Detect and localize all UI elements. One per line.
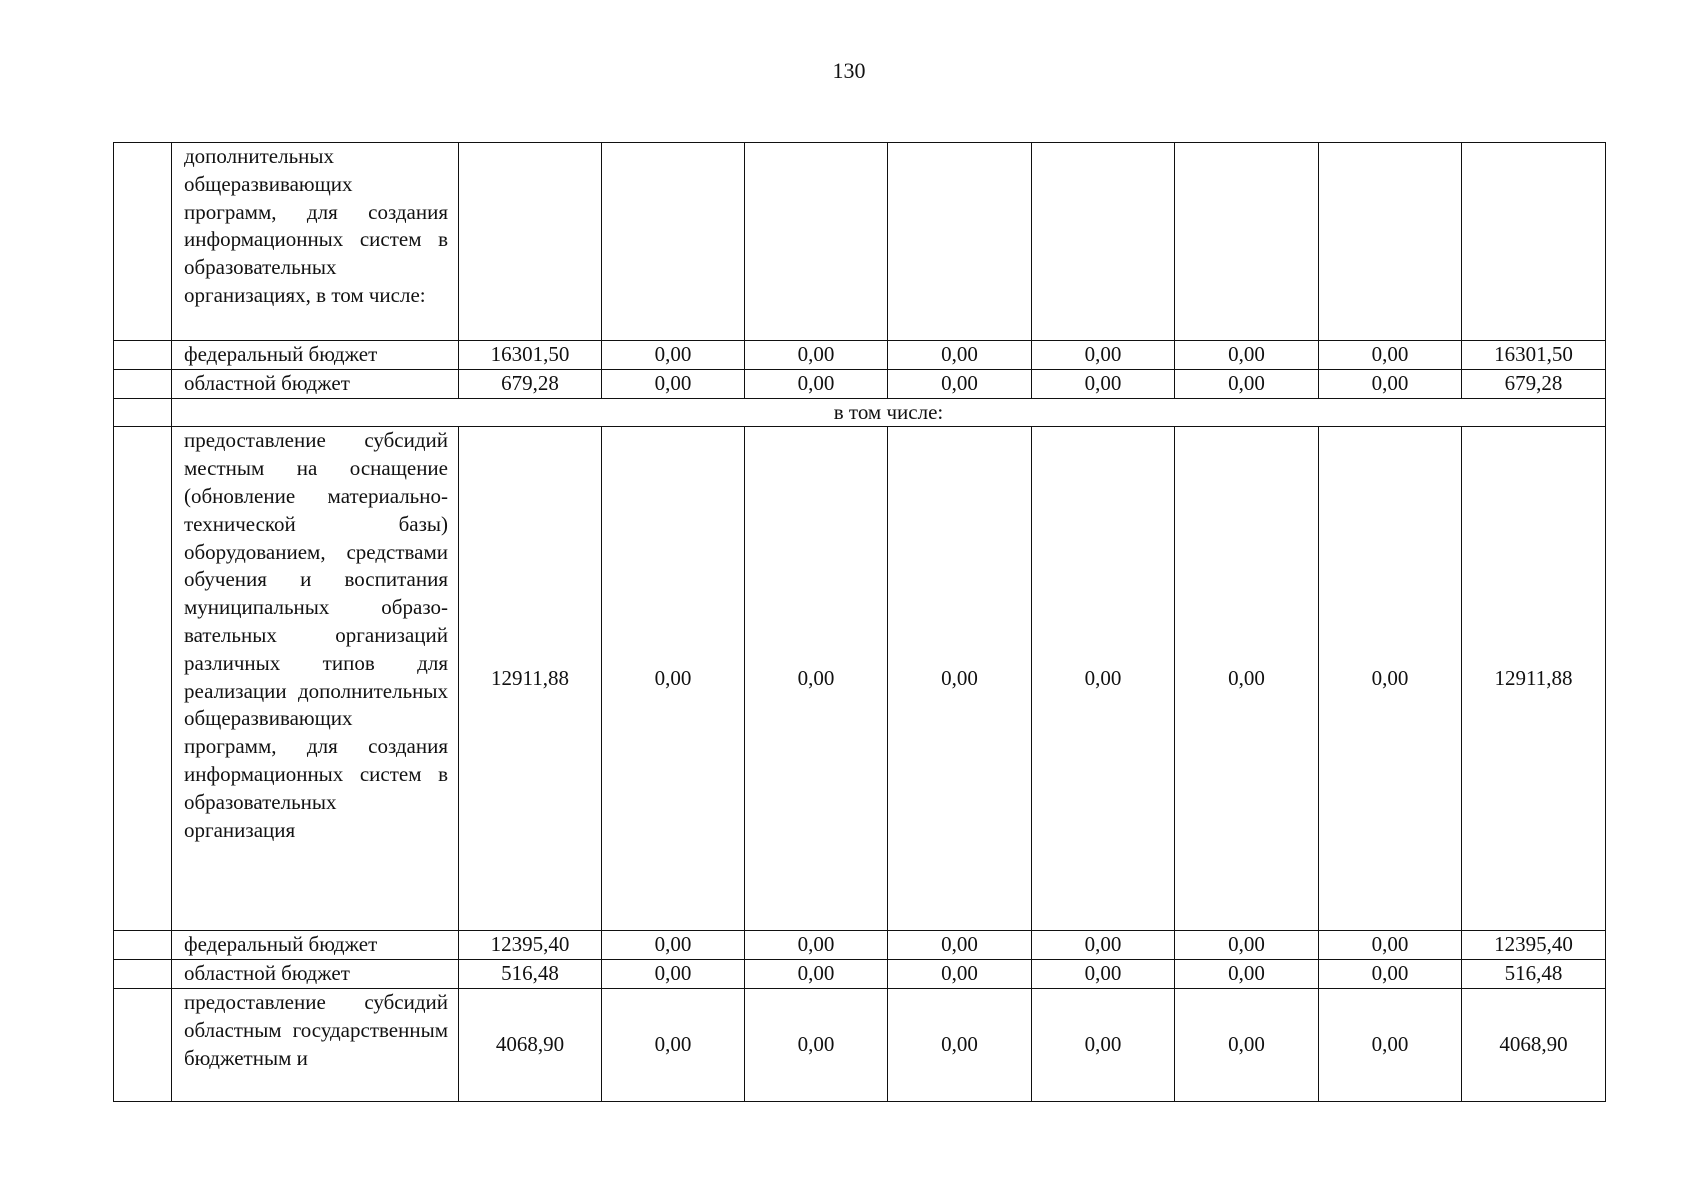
row-number-cell	[114, 427, 172, 931]
budget-source-label: областной бюджет	[172, 369, 459, 398]
page-number: 130	[832, 58, 866, 83]
value-cell	[745, 143, 888, 341]
table-row	[114, 341, 1606, 370]
value-cell: 0,00	[888, 960, 1032, 989]
table-row	[114, 143, 1606, 341]
table-row	[114, 369, 1606, 398]
row-number-cell	[114, 369, 172, 398]
table-row	[114, 398, 1606, 427]
item-description: предоставление субсидий областным государственным бюджетным и	[172, 988, 459, 1101]
item-description: дополнительных общеразвивающих программ, для создания информационных систем в образовательных организациях, в том числе:	[172, 143, 459, 341]
total-cell: 12395,40	[1462, 931, 1606, 960]
budget-source-label: федеральный бюджет	[172, 341, 459, 370]
value-cell: 0,00	[745, 427, 888, 931]
total-cell: 516,48	[1462, 960, 1606, 989]
value-cell: 516,48	[459, 960, 602, 989]
value-cell: 4068,90	[459, 988, 602, 1101]
value-cell: 0,00	[745, 341, 888, 370]
row-number-cell	[114, 960, 172, 989]
row-number-cell	[114, 143, 172, 341]
budget-table-body	[114, 143, 1606, 1102]
item-description: предоставление субсидий местным на оснащение (обновление материально-технической базы) оборудованием, средствами обучения и воспитания муниципальных образовательных организаций различных типов для реализации дополнительных общеразвивающих программ, для создания информационных систем в образовательных организация	[172, 427, 459, 931]
total-cell: 679,28	[1462, 369, 1606, 398]
value-cell	[602, 143, 745, 341]
value-cell: 12395,40	[459, 931, 602, 960]
value-cell: 0,00	[602, 988, 745, 1101]
table-row	[114, 988, 1606, 1101]
value-cell	[888, 143, 1032, 341]
value-cell: 0,00	[745, 988, 888, 1101]
value-cell: 0,00	[888, 988, 1032, 1101]
value-cell: 0,00	[1032, 988, 1175, 1101]
value-cell: 679,28	[459, 369, 602, 398]
value-cell: 0,00	[1032, 427, 1175, 931]
total-cell	[1462, 143, 1606, 341]
value-cell: 0,00	[602, 931, 745, 960]
value-cell: 0,00	[602, 427, 745, 931]
value-cell	[1032, 143, 1175, 341]
table-row	[114, 931, 1606, 960]
value-cell: 0,00	[1032, 369, 1175, 398]
value-cell: 0,00	[1319, 369, 1462, 398]
value-cell: 0,00	[888, 341, 1032, 370]
value-cell: 0,00	[745, 960, 888, 989]
budget-source-label: федеральный бюджет	[172, 931, 459, 960]
table-row	[114, 960, 1606, 989]
value-cell: 0,00	[1032, 931, 1175, 960]
budget-source-label: областной бюджет	[172, 960, 459, 989]
value-cell: 0,00	[888, 931, 1032, 960]
value-cell: 0,00	[1319, 960, 1462, 989]
value-cell: 0,00	[1032, 960, 1175, 989]
value-cell: 0,00	[888, 427, 1032, 931]
row-number-cell	[114, 931, 172, 960]
value-cell: 0,00	[1175, 960, 1319, 989]
value-cell	[459, 143, 602, 341]
row-number-cell	[114, 988, 172, 1101]
value-cell: 0,00	[745, 931, 888, 960]
value-cell: 0,00	[1319, 427, 1462, 931]
value-cell: 0,00	[1175, 427, 1319, 931]
total-cell: 12911,88	[1462, 427, 1606, 931]
value-cell: 0,00	[1319, 341, 1462, 370]
total-cell: 16301,50	[1462, 341, 1606, 370]
value-cell: 0,00	[602, 960, 745, 989]
value-cell: 0,00	[1319, 988, 1462, 1101]
value-cell	[1319, 143, 1462, 341]
value-cell: 16301,50	[459, 341, 602, 370]
row-number-cell	[114, 398, 172, 427]
budget-table	[113, 142, 1606, 1102]
subheading-cell: в том числе:	[172, 398, 1606, 427]
value-cell: 0,00	[602, 369, 745, 398]
value-cell: 0,00	[602, 341, 745, 370]
value-cell: 0,00	[1319, 931, 1462, 960]
value-cell: 0,00	[745, 369, 888, 398]
value-cell: 12911,88	[459, 427, 602, 931]
value-cell: 0,00	[1175, 988, 1319, 1101]
total-cell: 4068,90	[1462, 988, 1606, 1101]
row-number-cell	[114, 341, 172, 370]
value-cell: 0,00	[1175, 931, 1319, 960]
value-cell	[1175, 143, 1319, 341]
value-cell: 0,00	[1032, 341, 1175, 370]
value-cell: 0,00	[1175, 341, 1319, 370]
value-cell: 0,00	[888, 369, 1032, 398]
table-row	[114, 427, 1606, 931]
value-cell: 0,00	[1175, 369, 1319, 398]
